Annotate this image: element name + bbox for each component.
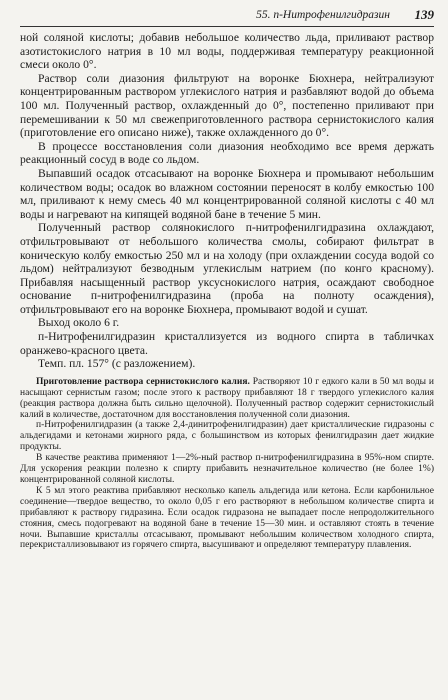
note-heading: Приготовление раствора сернистокислого калия. bbox=[36, 376, 250, 387]
paragraph: п-Нитрофенилгидразин кристаллизуется из водного спирта в табличках оранжево-красного цвета. bbox=[20, 330, 434, 357]
book-page bbox=[20, 6, 434, 696]
notes-section bbox=[20, 377, 434, 552]
paragraph: ной соляной кислоты; добавив небольшое количество льда, приливают раствор азотистокислого натрия в 10 мл воды, поддерживая температуру реакционной смеси около 0°. bbox=[20, 31, 434, 72]
page-number: 139 bbox=[414, 7, 434, 22]
main-text bbox=[20, 31, 434, 371]
paragraph: Полученный раствор солянокислого п-нитрофенилгидразина охлаждают, отфильтровывают от небольшого количества смолы, собирают фильтрат в коническую колбу емкостью 250 мл и на холоду (при охлаждении сосуда водой со льдом) нейтрализуют безводным углекислым натрием (по конго красному). Прибавляя насыщенный раствор уксуснокислого натрия, осаждают свободное основание п-нитрофенилгидразина (проба на полноту осаждения), отфильтровывают его на воронке Бюхнера, промывают водой и сушат. bbox=[20, 221, 434, 316]
paragraph: В процессе восстановления соли диазония необходимо все время держать реакционный сосуд в воде со льдом. bbox=[20, 139, 434, 167]
note-text: Растворяют 10 г едкого кали в 50 мл воды и насыщают сернистым газом; после этого к раствору прибавляют 18 г твердого углекислого калия (реакция раствора должна быть сильно щелочной). Полученный раствор содержит сернистокислый калий в количестве, достаточном для восстановления полученной соли диазония. bbox=[20, 376, 434, 420]
note-paragraph: В качестве реактива применяют 1—2%-ный раствор п-нитрофенилгидразина в 95%-ном спирте. Для ускорения реакции полезно к спирту прибавить незначительное количество (не более 1%) концентрированной соляной кислоты. bbox=[20, 453, 434, 485]
paragraph: Выпавший осадок отсасывают на воронке Бюхнера и промывают небольшим количеством воды; осадок во влажном состоянии переносят в колбу емкостью 100 мл, приливают к нему смесь 40 мл концентрированной соляной кислоты с 40 мл воды и нагревают на кипящей водяной бане в течение 5 мин. bbox=[20, 166, 434, 221]
note-paragraph bbox=[20, 377, 434, 421]
running-header bbox=[20, 6, 434, 27]
melting-point-line: Темп. пл. 157° (с разложением). bbox=[38, 357, 196, 371]
section-title: 55. п-Нитрофенилгидразин bbox=[256, 9, 390, 21]
note-paragraph: п-Нитрофенилгидразин (а также 2,4-динитрофенилгидразин) дает кристаллические гидразоны с альдегидами и кетонами жирного ряда, с большинством из которых фенилгидразин дает жидкие продукты. bbox=[20, 420, 434, 453]
note-paragraph: К 5 мл этого реактива прибавляют несколько капель альдегида или кетона. Если карбонильное соединение—твердое вещество, то около 0,05 г его растворяют в небольшом количестве спирта и прибавляют к раствору гидразина. Если осадок гидразона не выпадает после непродолжительного стояния, смесь подогревают на водяной бане в течение 15—30 мин. и оставляют стоять в течение ночи. Выпавшие кристаллы отсасывают, промывают небольшим количеством холодного спирта, перекристаллизовывают из горячего спирта, высушивают и определяют температуру плавления. bbox=[20, 485, 434, 551]
yield-line: Выход около 6 г. bbox=[38, 316, 120, 330]
paragraph: Раствор соли диазония фильтруют на воронке Бюхнера, нейтрализуют концентрированным раствором углекислого натрия и разбавляют водой до объема 100 мл. Полученный раствор, охлажденный до 0°, постепенно приливают при перемешивании к 50 мл свежеприготовленного раствора сернистокислого калия (приготовление его описано ниже), также охлажденного до 0°. bbox=[20, 71, 434, 140]
